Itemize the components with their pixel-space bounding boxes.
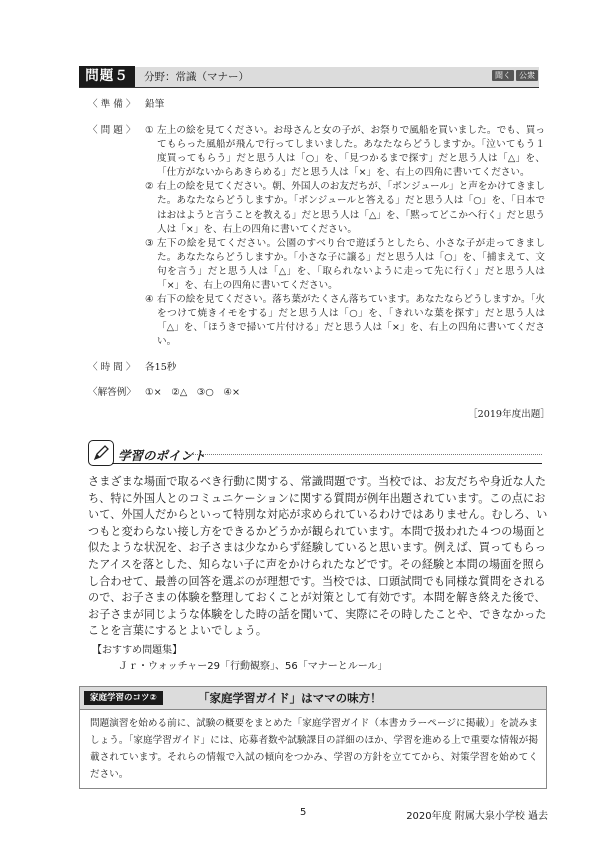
tag-public: 公衆: [516, 70, 538, 81]
question-number-label: 問題５: [79, 66, 135, 87]
tip-body: 問題演習を始める前に、試験の概要をまとめた「家庭学習ガイド（本書カラーページに掲載）」を読みましょう。「家庭学習ガイド」には、応募者数や試験課目の詳細のほか、学習を進める上で重要な情報が掲載されています。それらの情報で入試の傾向をつかみ、学習の方針を立ててから、対策学習を始めてください。: [90, 718, 538, 780]
tip-title: 「家庭学習ガイド」はママの味方！: [198, 691, 382, 705]
learning-point-title: 学習のポイント: [118, 448, 206, 463]
pencil-icon: [88, 440, 114, 466]
recommend-heading: 【おすすめ問題集】: [92, 645, 183, 656]
title-underline: [112, 463, 542, 464]
item-text: 左下の絵を見てください。公園のすべり台で遊ぼうとしたら、小さな子が走ってきました。あなたならどうしますか。「小さな子に譲る」だと思う人は「○」を、「捕まえて、文句を言う」だと思う人は「△」を、「取られないように走って先に行く」だと思う人は「×」を、右上の四角に書いてください。: [157, 237, 545, 292]
skill-tags: [492, 70, 538, 81]
item-number: ④: [145, 294, 154, 306]
item-number: ②: [145, 181, 154, 193]
dotted-divider: [188, 454, 542, 455]
question-item: [145, 124, 545, 180]
item-text: 右上の絵を見てください。朝、外国人のお友だちが、「ボンジュール」と声をかけてきました。あなたならどうしますか。「ボンジュールと答える」だと思う人は「○」を、「日本ではおはようと言うことを教える」だと思う人は「△」を、「黙ってどこかへ行く」だと思う人は「×」を、右上の四角に書いてください。: [157, 181, 545, 235]
home-study-tip-box: [79, 686, 547, 789]
year-note: ［2019年度出題］: [468, 409, 550, 420]
item-number: ①: [145, 125, 154, 136]
time-label: 〈 時 間 〉: [88, 362, 136, 373]
prep-value: 鉛筆: [145, 99, 165, 110]
question-item: [145, 237, 545, 293]
tip-header: [80, 687, 546, 710]
answer-value: ①× ②△ ③○ ④×: [145, 387, 241, 398]
prep-label: 〈 準 備 〉: [88, 99, 136, 110]
question-item: [145, 180, 545, 236]
tip-badge: 家庭学習のコツ②: [84, 691, 163, 705]
item-number: ③: [145, 237, 154, 249]
question-items: [145, 124, 545, 350]
answer-label: 〈解答例〉: [88, 387, 136, 398]
question-label: 〈 問 題 〉: [88, 125, 136, 136]
question-field: 分野：常識（マナー）: [144, 71, 249, 83]
recommend-item: Ｊｒ・ウォッチャー29「行動観察」、56「マナーとルール」: [118, 661, 388, 672]
learning-point-body: さまざまな場面で取るべき行動に関する、常識問題です。当校では、お友だちや身近な人たち、特に外国人とのコミュニケーションに関する質問が例年出題されています。この点において、外国人だからといって特別な対応が求められているわけではありません。むしろ、いつもと変わらない接し方をできるかどうかが観られています。本問で扱われた４つの場面と似たような状況を、お子さまは少なからず経験していると思います。例えば、買ってもらったアイスを落とした、知らない子に声をかけられたなどです。その経験と本問の場面を照らし合わせて、最善の回答を選ぶのが理想です。当校では、口頭試問でも同様な質問をされるので、お子さまの体験を整理しておくことが対策として有効です。本問を解き終えた後で、お子さまが同じような体験をした時の話を聞いて、実際にその時したことや、できなかったことを言葉にするとよいでしょう。: [88, 475, 548, 638]
item-text: 左上の絵を見てください。お母さんと女の子が、お祭りで風船を買いました。でも、買ってもらった風船が飛んで行ってしまいました。あなたならどうしますか。「泣いてもう１度買ってもらう」だと思う人は「○」を、「見つかるまで探す」だと思う人は「△」を、「仕方がないからあきらめる」だと思う人は「×」を、右上の四角に書いてください。: [157, 125, 545, 179]
time-value: 各15秒: [145, 362, 177, 373]
footer-text: 2020年度 附属大泉小学校 過去: [406, 811, 548, 822]
page-number: 5: [300, 807, 307, 818]
item-text: 右下の絵を見てください。落ち葉がたくさん落ちています。あなたならどうしますか。「火をつけて焼きイモをする」だと思う人は「○」を、「きれいな葉を探す」だと思う人は「△」を、「ほうきで掃いて片付ける」だと思う人は「×」を、右上の四角に書いてください。: [157, 294, 545, 348]
tag-listen: 聞く: [492, 70, 514, 81]
question-item: [145, 293, 545, 349]
